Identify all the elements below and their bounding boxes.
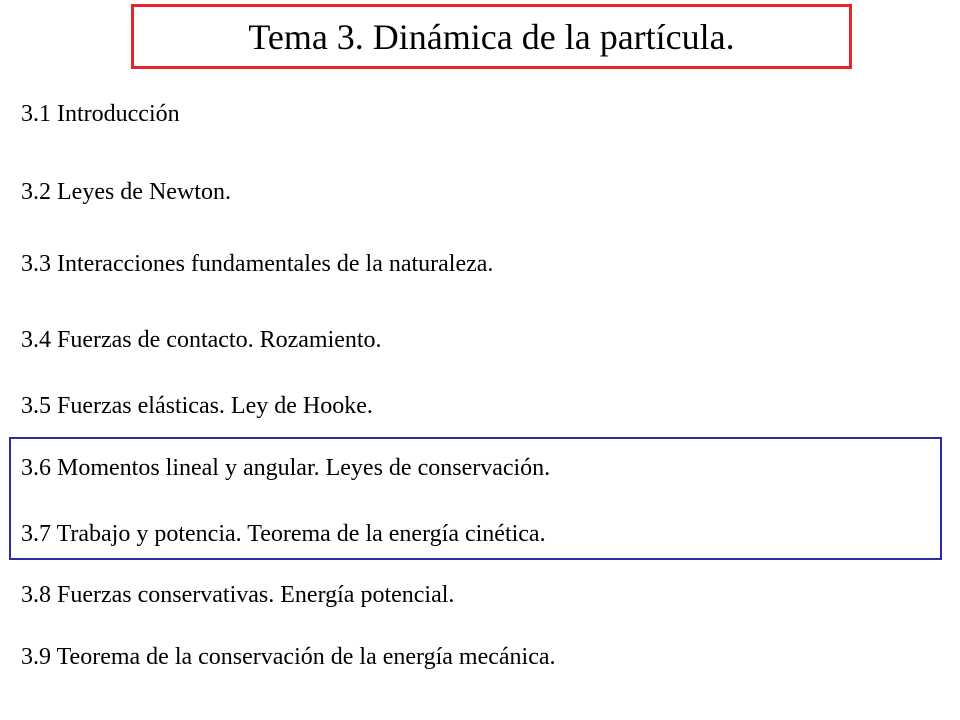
title-box <box>131 4 852 69</box>
topic-item-3-4: 3.4 Fuerzas de contacto. Rozamiento. <box>21 327 382 353</box>
topic-item-3-5: 3.5 Fuerzas elásticas. Ley de Hooke. <box>21 393 373 419</box>
topic-item-3-1: 3.1 Introducción <box>21 101 180 127</box>
slide-title: Tema 3. Dinámica de la partícula. <box>248 16 735 57</box>
topic-item-3-8: 3.8 Fuerzas conservativas. Energía potencial. <box>21 582 455 608</box>
topic-item-3-3: 3.3 Interacciones fundamentales de la naturaleza. <box>21 251 494 277</box>
topic-item-3-7: 3.7 Trabajo y potencia. Teorema de la energía cinética. <box>21 521 546 547</box>
topic-item-3-9: 3.9 Teorema de la conservación de la energía mecánica. <box>21 644 556 670</box>
topic-item-3-6: 3.6 Momentos lineal y angular. Leyes de conservación. <box>21 455 551 481</box>
topic-item-3-2: 3.2 Leyes de Newton. <box>21 179 231 205</box>
